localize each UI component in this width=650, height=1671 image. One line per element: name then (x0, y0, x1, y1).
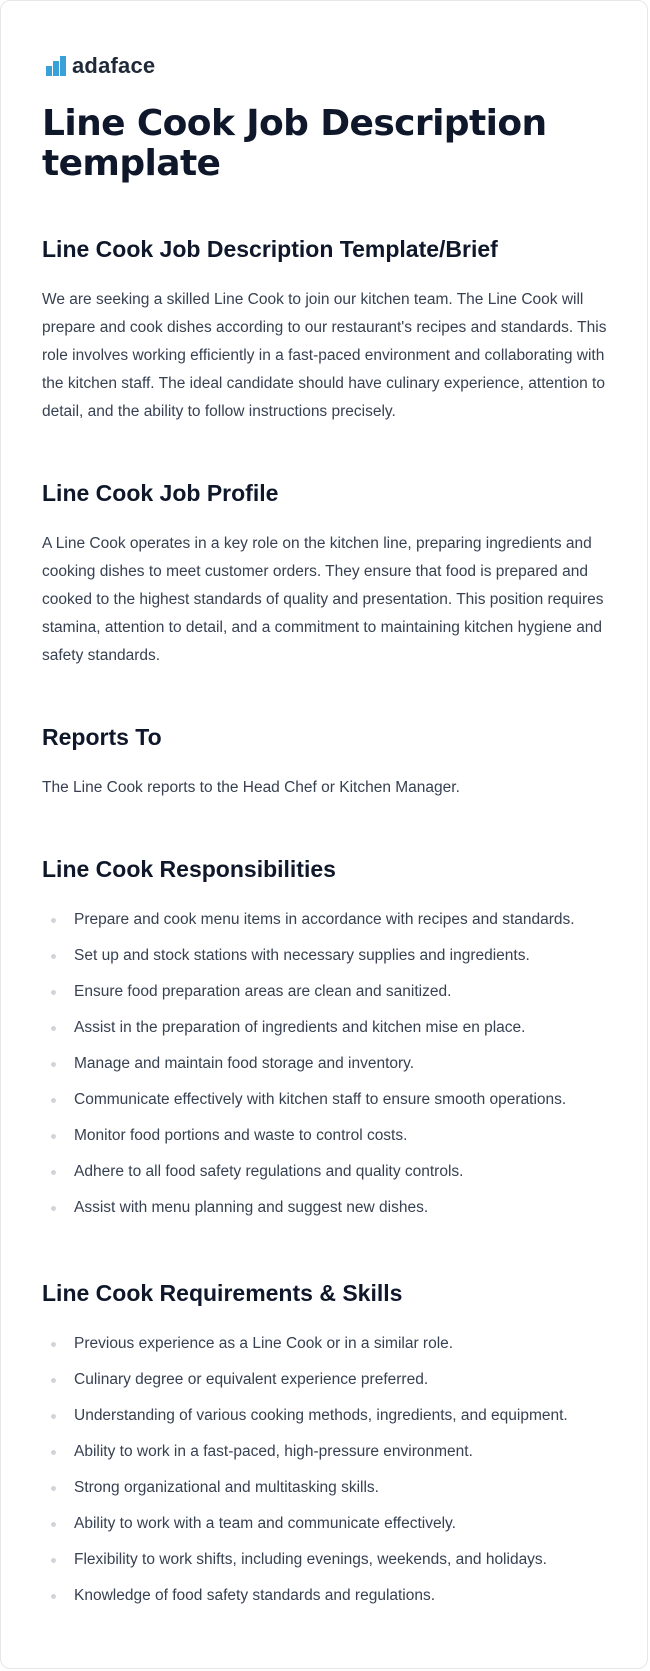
adaface-logo[interactable] (46, 54, 155, 78)
list-item: Ability to work in a fast-paced, high-pressure environment. (42, 1434, 622, 1470)
list-item: Ensure food preparation areas are clean and sanitized. (42, 974, 622, 1010)
list-item: Monitor food portions and waste to control costs. (42, 1118, 622, 1154)
requirements-section (42, 1278, 622, 1614)
list-item: Knowledge of food safety standards and regulations. (42, 1578, 622, 1614)
list-item: Prepare and cook menu items in accordance with recipes and standards. (42, 902, 622, 938)
list-item: Culinary degree or equivalent experience preferred. (42, 1362, 622, 1398)
list-item: Communicate effectively with kitchen staff to ensure smooth operations. (42, 1082, 622, 1118)
list-item: Assist in the preparation of ingredients and kitchen mise en place. (42, 1010, 622, 1046)
profile-section (42, 478, 622, 670)
page-title: Line Cook Job Description template (42, 103, 547, 184)
requirements-list (42, 1326, 622, 1614)
list-item: Assist with menu planning and suggest new dishes. (42, 1190, 622, 1226)
brief-heading: Line Cook Job Description Template/Brief (42, 236, 498, 262)
list-item: Set up and stock stations with necessary supplies and ingredients. (42, 938, 622, 974)
list-item: Previous experience as a Line Cook or in a similar role. (42, 1326, 622, 1362)
reports-to-section (42, 722, 622, 802)
responsibilities-section (42, 854, 622, 1226)
list-item: Understanding of various cooking methods, ingredients, and equipment. (42, 1398, 622, 1434)
brief-body: We are seeking a skilled Line Cook to join our kitchen team. The Line Cook will prepare and cook dishes according to our restaurant's recipes and standards. This role involves working efficiently in a fast-paced environment and collaborating with the kitchen staff. The ideal candidate should have culinary experience, attention to detail, and the ability to follow instructions precisely. (42, 291, 607, 420)
requirements-heading: Line Cook Requirements & Skills (42, 1280, 403, 1306)
profile-heading: Line Cook Job Profile (42, 480, 279, 506)
adaface-stairs-icon (46, 56, 66, 76)
reports-to-body: The Line Cook reports to the Head Chef or Kitchen Manager. (42, 779, 460, 796)
reports-to-heading: Reports To (42, 724, 162, 750)
profile-body: A Line Cook operates in a key role on the kitchen line, preparing ingredients and cooking dishes to meet customer orders. They ensure that food is prepared and cooked to the highest standards of quality and presentation. This position requires stamina, attention to detail, and a commitment to maintaining kitchen hygiene and safety standards. (42, 535, 604, 664)
main-content (42, 104, 622, 1614)
responsibilities-list (42, 902, 622, 1226)
list-item: Strong organizational and multitasking skills. (42, 1470, 622, 1506)
responsibilities-heading: Line Cook Responsibilities (42, 856, 336, 882)
list-item: Adhere to all food safety regulations and quality controls. (42, 1154, 622, 1190)
list-item: Ability to work with a team and communicate effectively. (42, 1506, 622, 1542)
brand-name: adaface (72, 53, 156, 78)
list-item: Manage and maintain food storage and inventory. (42, 1046, 622, 1082)
list-item: Flexibility to work shifts, including evenings, weekends, and holidays. (42, 1542, 622, 1578)
brief-section (42, 234, 622, 426)
